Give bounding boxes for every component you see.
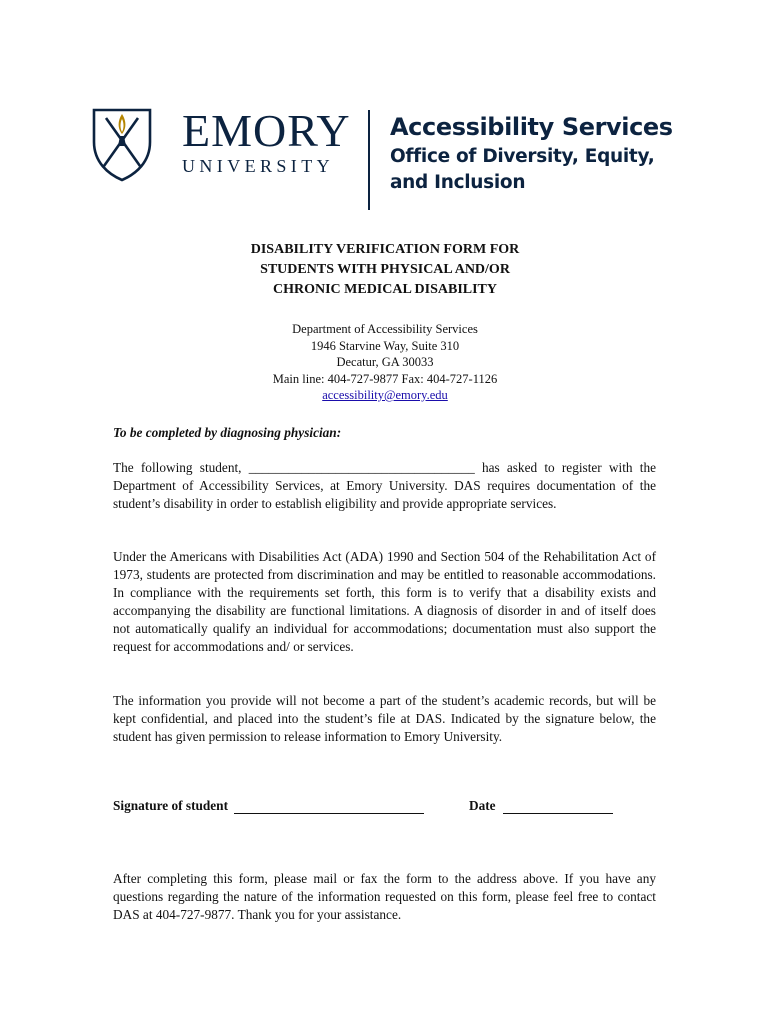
paragraph-intro-rest: has asked to register with the Department of Accessibility Services, at Emory University. DAS requires documentation of the student’s disability in order to establish eligibility and provide appropriate services. (113, 460, 657, 511)
form-title-line2: STUDENTS WITH PHYSICAL AND/OR (260, 262, 510, 277)
physician-instruction: To be completed by diagnosing physician: (113, 425, 342, 440)
department-name: Department of Accessibility Services (292, 322, 478, 336)
form-title (0, 240, 770, 300)
paragraph-ada: Under the Americans with Disabilities Act (ADA) 1990 and Section 504 of the Rehabilitation Act of 1973, students are protected from discrimination and may be entitled to reasonable accommodations. In compliance with the requirements set forth, this form is to verify that a disability exists and accompanying the disability are functional limitations. A diagnosis of disorder in and of itself does not automatically qualify an individual for accommodations; documentation must also support the request for accommodations and/ or services. (113, 549, 656, 654)
logo-university-text: UNIVERSITY (182, 156, 334, 176)
form-title-line3: CHRONIC MEDICAL DISABILITY (272, 282, 498, 297)
letterhead (90, 106, 690, 216)
student-signature-field[interactable] (234, 799, 424, 814)
signature-row (113, 798, 673, 814)
paragraph-confidentiality: The information you provide will not become a part of the student’s academic records, but will be kept confidential, and placed into the student’s file at DAS. Indicated by the signature below, the student has given permission to release information to Emory University. (113, 693, 656, 744)
contact-address (0, 321, 770, 404)
paragraph-intro (113, 459, 656, 513)
city-state-zip: Decatur, GA 30033 (336, 355, 434, 369)
date-label: Date (469, 798, 496, 813)
emory-shield-torch-icon (90, 106, 154, 182)
header-divider (368, 110, 370, 210)
office-title: Accessibility Services (390, 113, 673, 141)
date-field[interactable] (503, 799, 613, 814)
office-subtitle-line2: and Inclusion (390, 172, 526, 193)
footer-instructions: After completing this form, please mail or fax the form to the address above. If you have any questions regarding the nature of the information requested on this form, please feel free to contact DAS at 404-727-9877. Thank you for your assistance. (113, 871, 656, 922)
student-signature-label: Signature of student (113, 798, 229, 813)
paragraph-intro-start: The following student, (113, 460, 249, 475)
emory-wordmark (182, 105, 351, 177)
phone-fax: Main line: 404-727-9877 Fax: 404-727-1126 (272, 371, 498, 386)
email-link[interactable]: accessibility@emory.edu (322, 388, 448, 402)
form-title-line1: DISABILITY VERIFICATION FORM FOR (250, 242, 520, 257)
office-name (390, 110, 673, 196)
office-subtitle-line1: Office of Diversity, Equity, (390, 146, 655, 167)
logo-emory-text: EMORY (182, 105, 351, 156)
student-name-blank[interactable]: __________________________________ (248, 460, 475, 475)
street-address: 1946 Starvine Way, Suite 310 (310, 338, 460, 353)
